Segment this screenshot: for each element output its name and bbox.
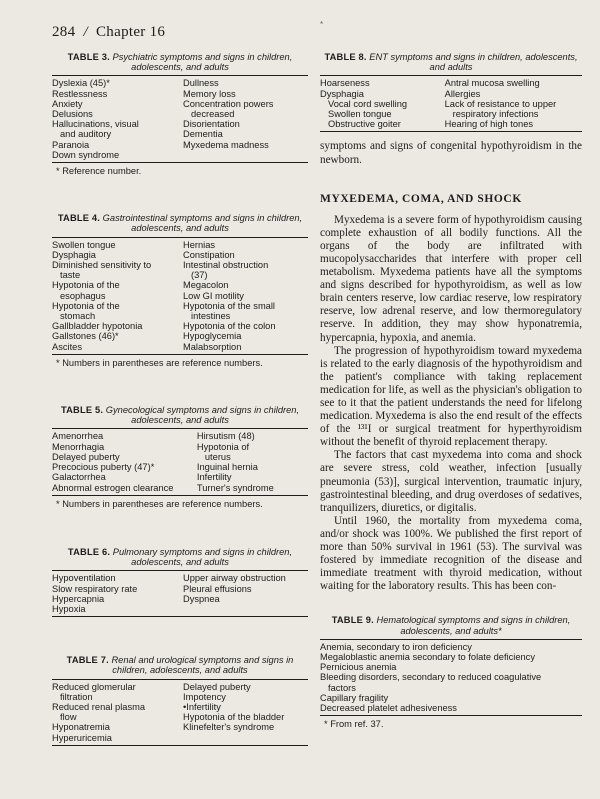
table-item: Disorientation (183, 119, 240, 130)
table-label: TABLE 4. (57, 213, 101, 224)
table-item: Abnormal estrogen clearance (52, 482, 174, 493)
table-item: Gallbladder hypotonia (52, 321, 143, 332)
table-item: taste (60, 270, 81, 281)
table-footnote: * Numbers in parentheses are reference numbers. (56, 357, 263, 368)
table-column-1 (52, 431, 191, 492)
table-caption (320, 615, 582, 635)
table-column-1 (52, 78, 177, 160)
table-item: Infertility (196, 472, 232, 483)
table-item: Dysphagia (52, 249, 96, 260)
table-item: Bleeding disorders, secondary to reduced coagulative (320, 672, 542, 683)
paragraph: The progression of hypothyroidism toward myxedema is related to the early diagnosis of the hypothyroidism and the patient's compliance with taking replacement medication for life, as well as the physician's obligation to see to it that the patient understands the need for lifelong medication. Myxedema is also the end result of the effects of the ¹³¹I or surgical treatment for hyperthyroidism without the benefit of thyroid replacement therapy. (320, 344, 582, 449)
table-body (52, 428, 308, 495)
table-body (320, 639, 582, 716)
table-item: Low GI motility (183, 290, 244, 301)
table-item: Decreased platelet adhesiveness (320, 703, 457, 714)
table-item: Delayed puberty (52, 451, 120, 462)
table-title: Gastrointestinal symptoms and signs in children, adolescents, and adults (102, 213, 303, 234)
table-item: Dyslexia (45)* (52, 78, 110, 89)
table-item: decreased (191, 109, 235, 120)
table-column-2 (177, 573, 308, 614)
chapter-title: Chapter 16 (96, 24, 166, 40)
table-column-1 (52, 240, 177, 352)
table-item: Malabsorption (183, 341, 242, 352)
table-8 (320, 52, 582, 132)
table-6 (52, 547, 308, 617)
table-item: Hallucinations, visual (52, 119, 139, 130)
table-item: Hirsutism (48) (196, 431, 255, 442)
table-item: Antral mucosa swelling (444, 78, 540, 89)
table-label: TABLE 5. (60, 405, 104, 416)
header-separator: / (83, 24, 88, 40)
table-item: Hyperuricemia (52, 732, 112, 743)
table-item: Hyponatremia (52, 722, 110, 733)
paragraph: Until 1960, the mortality from myxedema coma, and/or shock was 100%. We published the first report of more than 50% survival in 1961 (53). The survival was fostered by immediate recognition of the disease and immediate treatment with thyroid medication, without waiting for the laboratory results. This has been con- (320, 514, 582, 593)
table-caption (52, 52, 308, 72)
table-column-2 (439, 78, 582, 129)
table-item: intestines (191, 311, 231, 322)
table-item: Reduced glomerular (52, 681, 136, 692)
table-item: Delayed puberty (183, 681, 251, 692)
table-item: Megaloblastic anemia secondary to folate deficiency (320, 652, 535, 663)
table-caption (52, 655, 308, 675)
page-mark: * (320, 20, 324, 29)
table-item: Dysphagia (320, 88, 364, 99)
table-item: Hypoventilation (52, 573, 116, 584)
page-number: 284 (52, 24, 76, 40)
table-item: Intestinal obstruction (183, 260, 269, 271)
table-item: Obstructive goiter (328, 119, 401, 130)
table-item: Concentration powers (183, 98, 274, 109)
table-item: Memory loss (183, 88, 236, 99)
body-text (320, 140, 582, 593)
table-item: Reduced renal plasma (52, 701, 146, 712)
table-item: Ascites (52, 341, 82, 352)
table-item: Amenorrhea (52, 431, 104, 442)
table-item: Upper airway obstruction (183, 573, 286, 584)
table-item: Myxedema madness (183, 139, 269, 150)
table-caption (320, 52, 582, 72)
table-column-2 (191, 431, 308, 492)
table-item: Allergies (444, 88, 481, 99)
table-item: Megacolon (183, 280, 229, 291)
table-body (52, 75, 308, 163)
table-item: Delusions (52, 109, 93, 120)
table-title: ENT symptoms and signs in children, adolescents, and adults (369, 52, 578, 73)
table-label: TABLE 7. (66, 655, 109, 666)
table-item: Hypotonia of the small (183, 300, 275, 311)
table-item: Hypotonia of (196, 441, 250, 452)
table-item: Galactorrhea (52, 472, 106, 483)
table-item: Restlessness (52, 88, 108, 99)
table-item: Inguinal hernia (196, 462, 258, 473)
table-item: Hypotonia of the bladder (183, 712, 285, 723)
table-item: Lack of resistance to upper (444, 98, 557, 109)
table-item: Impotency (183, 691, 226, 702)
table-column-2 (177, 682, 308, 743)
table-body (320, 75, 582, 132)
table-item: Capillary fragility (320, 692, 389, 703)
table-item: Klinefelter's syndrome (183, 722, 275, 733)
table-item: Hypoglycemia (183, 331, 242, 342)
table-item: •Infertility (183, 701, 221, 712)
paragraph: Myxedema is a severe form of hypothyroidism causing complete exhaustion of all bodily functions. All the organs of the body are infiltrated with mucopolysaccharides that interfere with proper cell metabolism. Myxedema patients have all the symptoms and signs described for hypothyroidism, as well as low brain centers reserve, low cardiac reserve, low respiratory reserve, low adrenal reserve, and low thermoregulatory reserve. In addition, they may show hyponatremia, hypercapnia, hypoxia, and anemia. (320, 213, 582, 344)
table-3 (52, 52, 308, 176)
table-label: TABLE 6. (67, 546, 111, 557)
table-footnote: * Numbers in parentheses are reference numbers. (56, 498, 263, 509)
table-item: Hoarseness (320, 78, 370, 89)
table-title: Pulmonary symptoms and signs in children, adolescents, and adults (112, 546, 293, 568)
table-body (52, 570, 308, 617)
table-item: Swollen tongue (328, 109, 392, 120)
table-item: Anemia, secondary to iron deficiency (320, 641, 472, 652)
table-column-1 (52, 682, 177, 743)
table-item: Gallstones (46)* (52, 331, 119, 342)
paragraph-continuation: symptoms and signs of congenital hypothyroidism in the newborn. (320, 140, 582, 166)
table-item: Diminished sensitivity to (52, 260, 152, 271)
table-item: factors (328, 682, 356, 693)
table-item: Slow respiratory rate (52, 583, 138, 594)
section-heading: MYXEDEMA, COMA, AND SHOCK (320, 192, 522, 205)
table-item: filtration (60, 691, 93, 702)
table-item: stomach (60, 311, 96, 322)
table-item: Hernias (183, 239, 216, 250)
table-item: Hearing of high tones (444, 119, 534, 130)
table-item: Pernicious anemia (320, 662, 397, 673)
table-item: Hypotonia of the (52, 300, 120, 311)
running-head (52, 24, 165, 41)
table-column-2 (177, 78, 308, 160)
table-item: Swollen tongue (52, 239, 116, 250)
table-item: respiratory infections (452, 109, 539, 120)
table-item: Dementia (183, 129, 223, 140)
table-item: flow (60, 712, 77, 723)
table-item: Hypotonia of the colon (183, 321, 276, 332)
table-body (52, 237, 308, 355)
table-body (52, 679, 308, 746)
table-column-1 (52, 573, 177, 614)
table-item: uterus (204, 451, 231, 462)
table-item: esophagus (60, 290, 106, 301)
table-title: Renal and urological symptoms and signs in children, adolescents, and adults (111, 655, 294, 676)
table-item: Paranoia (52, 139, 90, 150)
table-item: Pleural effusions (183, 583, 252, 594)
right-column (320, 52, 582, 729)
left-column (52, 52, 308, 746)
table-item: Hypotonia of the (52, 280, 120, 291)
table-label: TABLE 3. (67, 52, 110, 62)
table-item: Vocal cord swelling (328, 98, 408, 109)
table-footnote: * From ref. 37. (324, 719, 384, 730)
table-column-1 (320, 78, 439, 129)
table-item: Turner's syndrome (196, 482, 274, 493)
table-item: Precocious puberty (47)* (52, 462, 155, 473)
table-7 (52, 655, 308, 746)
table-item: Hypercapnia (52, 593, 105, 604)
table-caption (52, 213, 308, 233)
table-item: Constipation (183, 249, 235, 260)
table-item: Dullness (183, 78, 219, 89)
table-label: TABLE 9. (331, 615, 374, 626)
table-caption (52, 547, 308, 567)
table-item: Down syndrome (52, 149, 120, 160)
table-4 (52, 213, 308, 368)
table-item: and auditory (60, 129, 112, 140)
table-9 (320, 615, 582, 729)
table-5 (52, 405, 308, 509)
table-item: Dyspnea (183, 593, 220, 604)
table-column-2 (177, 240, 308, 352)
table-title: Hematological symptoms and signs in children, adolescents, and adults* (376, 615, 571, 636)
table-label: TABLE 8. (324, 52, 367, 62)
table-title: Gynecological symptoms and signs in children, adolescents, and adults (105, 405, 300, 426)
table-item: Hypoxia (52, 603, 86, 614)
paragraph: The factors that cast myxedema into coma and shock are severe stress, cold weather, infection [usually pneumonia (53)], surgical intervention, traumatic injury, gastrointestinal bleeding, and drug overdoses of sedatives, tranquilizers, diuretics, or digitalis. (320, 449, 582, 514)
table-item: (37) (191, 270, 208, 281)
table-footnote: * Reference number. (56, 166, 142, 177)
table-item: Anxiety (52, 98, 83, 109)
table-caption (52, 405, 308, 425)
table-title: Psychiatric symptoms and signs in children, adolescents, and adults (112, 52, 293, 73)
table-item: Menorrhagia (52, 441, 105, 452)
